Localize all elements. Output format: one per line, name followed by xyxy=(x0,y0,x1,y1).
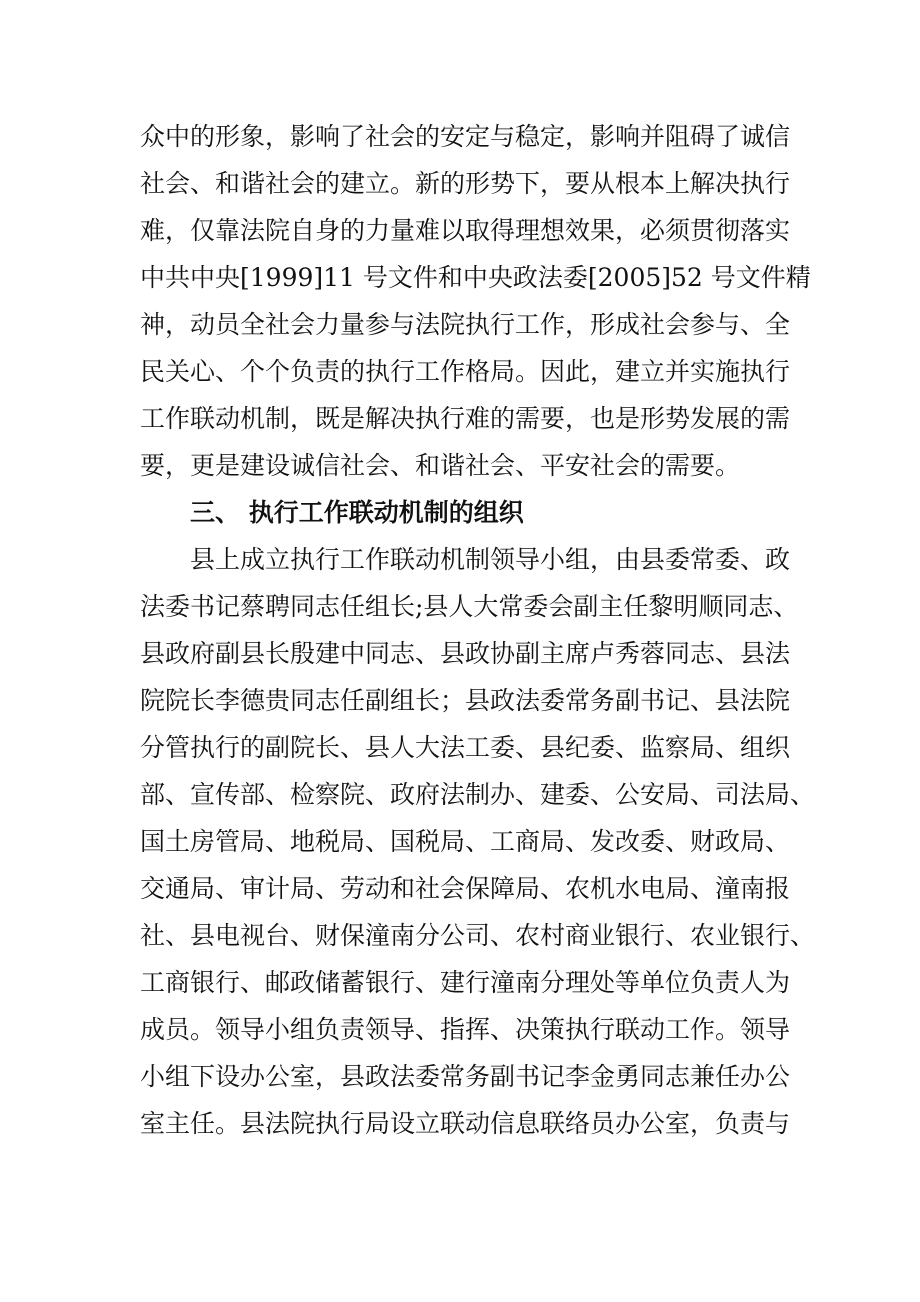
text-line: 交通局、审计局、劳动和社会保障局、农机水电局、潼南报 xyxy=(140,874,791,903)
text-line: 社、县电视台、财保潼南分公司、农村商业银行、农业银行、 xyxy=(140,921,816,950)
text-line: 难，仅靠法院自身的力量难以取得理想效果，必须贯彻落实 xyxy=(140,216,791,245)
text-line: 分管执行的副院长、县人大法工委、县纪委、监察局、组织 xyxy=(140,733,791,762)
text-line: 室主任。县法院执行局设立联动信息联络员办公室，负责与 xyxy=(140,1109,791,1138)
text-line: 社会、和谐社会的建立。新的形势下，要从根本上解决执行 xyxy=(140,169,791,198)
text-line: 工商银行、邮政储蓄银行、建行潼南分理处等单位负责人为 xyxy=(140,968,791,997)
document-body xyxy=(140,113,816,1147)
section-heading: 三、 执行工作联动机制的组织 xyxy=(190,498,524,527)
text-line: 县上成立执行工作联动机制领导小组，由县委常委、政 xyxy=(190,545,791,574)
paragraph-2 xyxy=(140,536,816,1147)
text-line: 国土房管局、地税局、国税局、工商局、发改委、财政局、 xyxy=(140,827,791,856)
text-line: 工作联动机制，既是解决执行难的需要，也是形势发展的需 xyxy=(140,404,791,433)
text-line: 部、宣传部、检察院、政府法制办、建委、公安局、司法局、 xyxy=(140,780,816,809)
text-line: 院院长李德贵同志任副组长；县政法委常务副书记、县法院 xyxy=(140,686,791,715)
text-line: 小组下设办公室，县政法委常务副书记李金勇同志兼任办公 xyxy=(140,1062,791,1091)
text-line: 要，更是建设诚信社会、和谐社会、平安社会的需要。 xyxy=(140,451,741,480)
text-line: 众中的形象，影响了社会的安定与稳定，影响并阻碍了诚信 xyxy=(140,122,791,151)
text-line: 县政府副县长殷建中同志、县政协副主席卢秀蓉同志、县法 xyxy=(140,639,791,668)
paragraph-1 xyxy=(140,113,811,489)
text-line: 神，动员全社会力量参与法院执行工作，形成社会参与、全 xyxy=(140,310,791,339)
text-line: 民关心、个个负责的执行工作格局。因此，建立并实施执行 xyxy=(140,357,791,386)
text-line: 成员。领导小组负责领导、指挥、决策执行联动工作。领导 xyxy=(140,1015,791,1044)
text-line: 中共中央[1999]11 号文件和中央政法委[2005]52 号文件精 xyxy=(140,263,811,292)
text-line: 法委书记蔡聘同志任组长;县人大常委会副主任黎明顺同志、 xyxy=(140,592,799,621)
